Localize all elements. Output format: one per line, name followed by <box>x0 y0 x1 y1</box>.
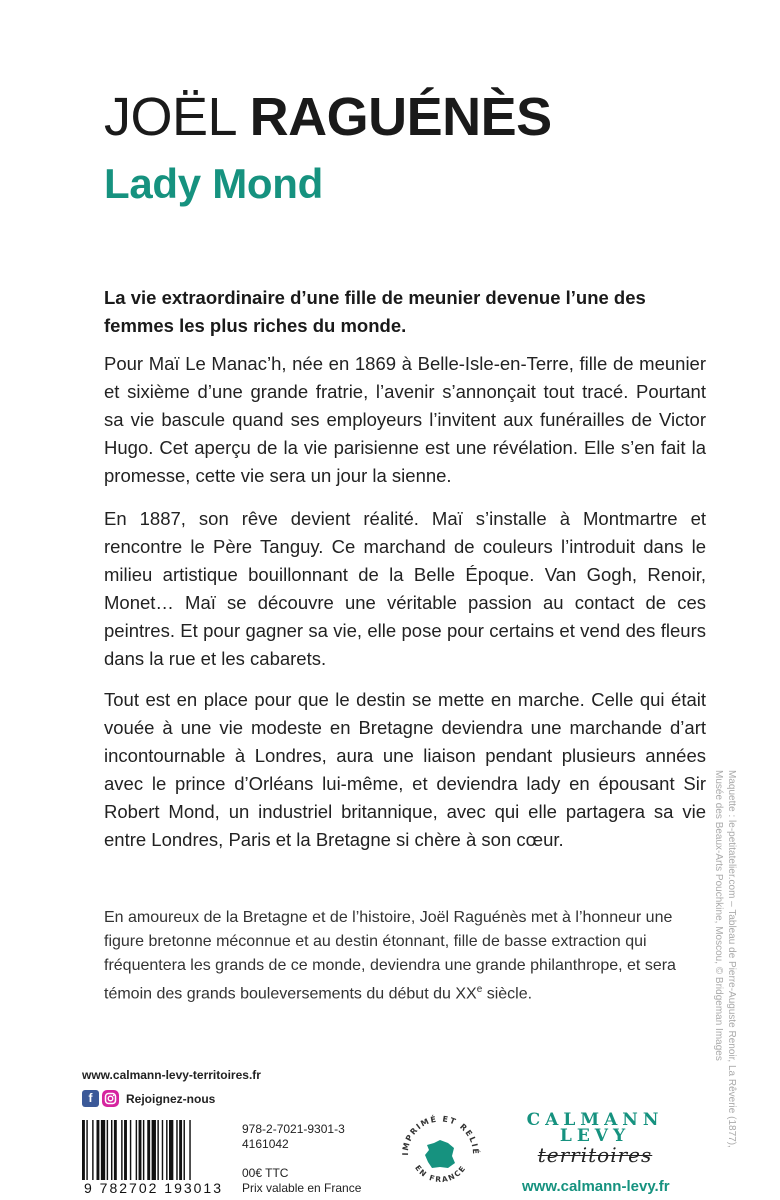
blurb-text: En amoureux de la Bretagne et de l’histoire, Joël Raguénès met à l’honneur une figure bretonne méconnue et au destin étonnant, fille de basse extraction qui fréquentera les grands de ce monde, deviendra une grande philanthrope, et sera témoin des grands bouleversements du début du XX <box>104 909 676 1003</box>
publisher-logo <box>520 1112 670 1166</box>
tagline: La vie extraordinaire d’une fille de meunier devenue l’une des femmes les plus riches du monde. <box>104 287 646 336</box>
isbn-block <box>242 1122 361 1196</box>
barcode-bar <box>176 1120 177 1180</box>
barcode-bar <box>143 1120 144 1180</box>
barcode-bar <box>162 1120 163 1180</box>
publisher-line-2: LEVY <box>559 1126 631 1146</box>
instagram-glyph <box>102 1090 119 1107</box>
website-link-territoires[interactable]: www.calmann-levy-territoires.fr <box>82 1068 261 1082</box>
social-links <box>82 1090 215 1107</box>
book-title: Lady Mond <box>104 160 323 207</box>
barcode-bar <box>97 1120 100 1180</box>
blurb-end: siècle. <box>482 985 533 1003</box>
barcode-bar <box>121 1120 122 1180</box>
summary-paragraph-2: En 1887, son rêve devient réalité. Maï s’installe à Montmartre et rencontre le Père Tanguy. Ce marchand de couleurs l’introduit dans le milieu artistique bouillonnant de la Belle Époque. Van Gogh, Renoir, Monet… Maï se découvre une véritable passion au contact de ces peintres. Et pour gagner sa vie, elle pose pour certains et vend des fleurs dans la rue et les cabarets. <box>104 508 706 669</box>
barcode-bar <box>169 1120 173 1180</box>
publisher-line-1: CALMANN <box>526 1110 664 1130</box>
barcode-bar <box>114 1120 117 1180</box>
barcode-bar <box>92 1120 93 1180</box>
author-blurb <box>104 906 704 1006</box>
barcode <box>80 1120 230 1180</box>
france-map-icon <box>425 1140 455 1168</box>
barcode-bar <box>86 1120 87 1180</box>
author-last-name: RAGUÉNÈS <box>249 87 552 147</box>
author-first-name: JOËL <box>104 87 236 147</box>
barcode-bar <box>147 1120 150 1180</box>
isbn-number: 978-2-7021-9301-3 <box>242 1122 345 1136</box>
seal-bottom-text: EN FRANCE <box>413 1163 468 1185</box>
credit-line-2: Musée des Beaux-Arts Pouchkine, Moscou, © Bridgeman Images <box>713 770 724 1061</box>
blurb-superscript: e <box>476 984 483 995</box>
image-credit <box>712 770 738 1200</box>
publisher-line-3: territoires <box>537 1143 653 1167</box>
barcode-bar <box>136 1120 137 1180</box>
made-in-france-seal <box>398 1110 483 1195</box>
summary-paragraph-1: Pour Maï Le Manac’h, née en 1869 à Belle-Isle-en-Terre, fille de meunier et sixième d’une grande fratrie, l’avenir s’annonçait tout tracé. Pourtant sa vie bascule quand ses employeurs l’invitent aux funérailles de Victor Hugo. Cet aperçu de la vie parisienne est une révélation. Elle s’en fait la promesse, cette vie sera un jour la sienne. <box>104 353 706 486</box>
social-label[interactable]: Rejoignez-nous <box>126 1091 216 1106</box>
barcode-bar <box>184 1120 185 1180</box>
seal-top-text: IMPRIMÉ ET RELIÉ <box>400 1114 481 1156</box>
summary-paragraph-3: Tout est en place pour que le destin se mette en marche. Celle qui était vouée à une vie modeste en Bretagne deviendra une marchande d’art incontournable à Londres, aura une liaison pendant plusieurs années avec le prince d’Orléans lui-même, et deviendra lady en épousant Sir Robert Mond, un industriel britannique, avec qui elle partagera sa vie entre Londres, Paris et la Bretagne si chère à son cœur. <box>104 689 706 850</box>
website-link-publisher[interactable]: www.calmann-levy.fr <box>522 1178 670 1195</box>
barcode-bar <box>107 1120 108 1180</box>
barcode-bar <box>179 1120 182 1180</box>
price-note: Prix valable en France <box>242 1181 362 1195</box>
barcode-bar <box>189 1120 190 1180</box>
instagram-icon[interactable] <box>102 1090 119 1107</box>
barcode-bar <box>152 1120 156 1180</box>
barcode-bar <box>111 1120 112 1180</box>
price: 00€ TTC <box>242 1166 289 1180</box>
barcode-digits: 9 782702 193013 <box>84 1180 223 1196</box>
product-code: 4161042 <box>242 1137 289 1151</box>
facebook-icon[interactable]: f <box>82 1090 99 1107</box>
credit-line-1: Maquette : le-petitatelier.com – Tableau de Pierre-Auguste Renoir, La Rêverie (1877), <box>726 770 737 1148</box>
barcode-bar <box>139 1120 142 1180</box>
barcode-bar <box>82 1120 85 1180</box>
barcode-bar <box>130 1120 131 1180</box>
barcode-bar <box>157 1120 158 1180</box>
barcode-bar <box>101 1120 105 1180</box>
barcode-bar <box>124 1120 127 1180</box>
author-name <box>104 86 552 148</box>
barcode-bar <box>166 1120 167 1180</box>
